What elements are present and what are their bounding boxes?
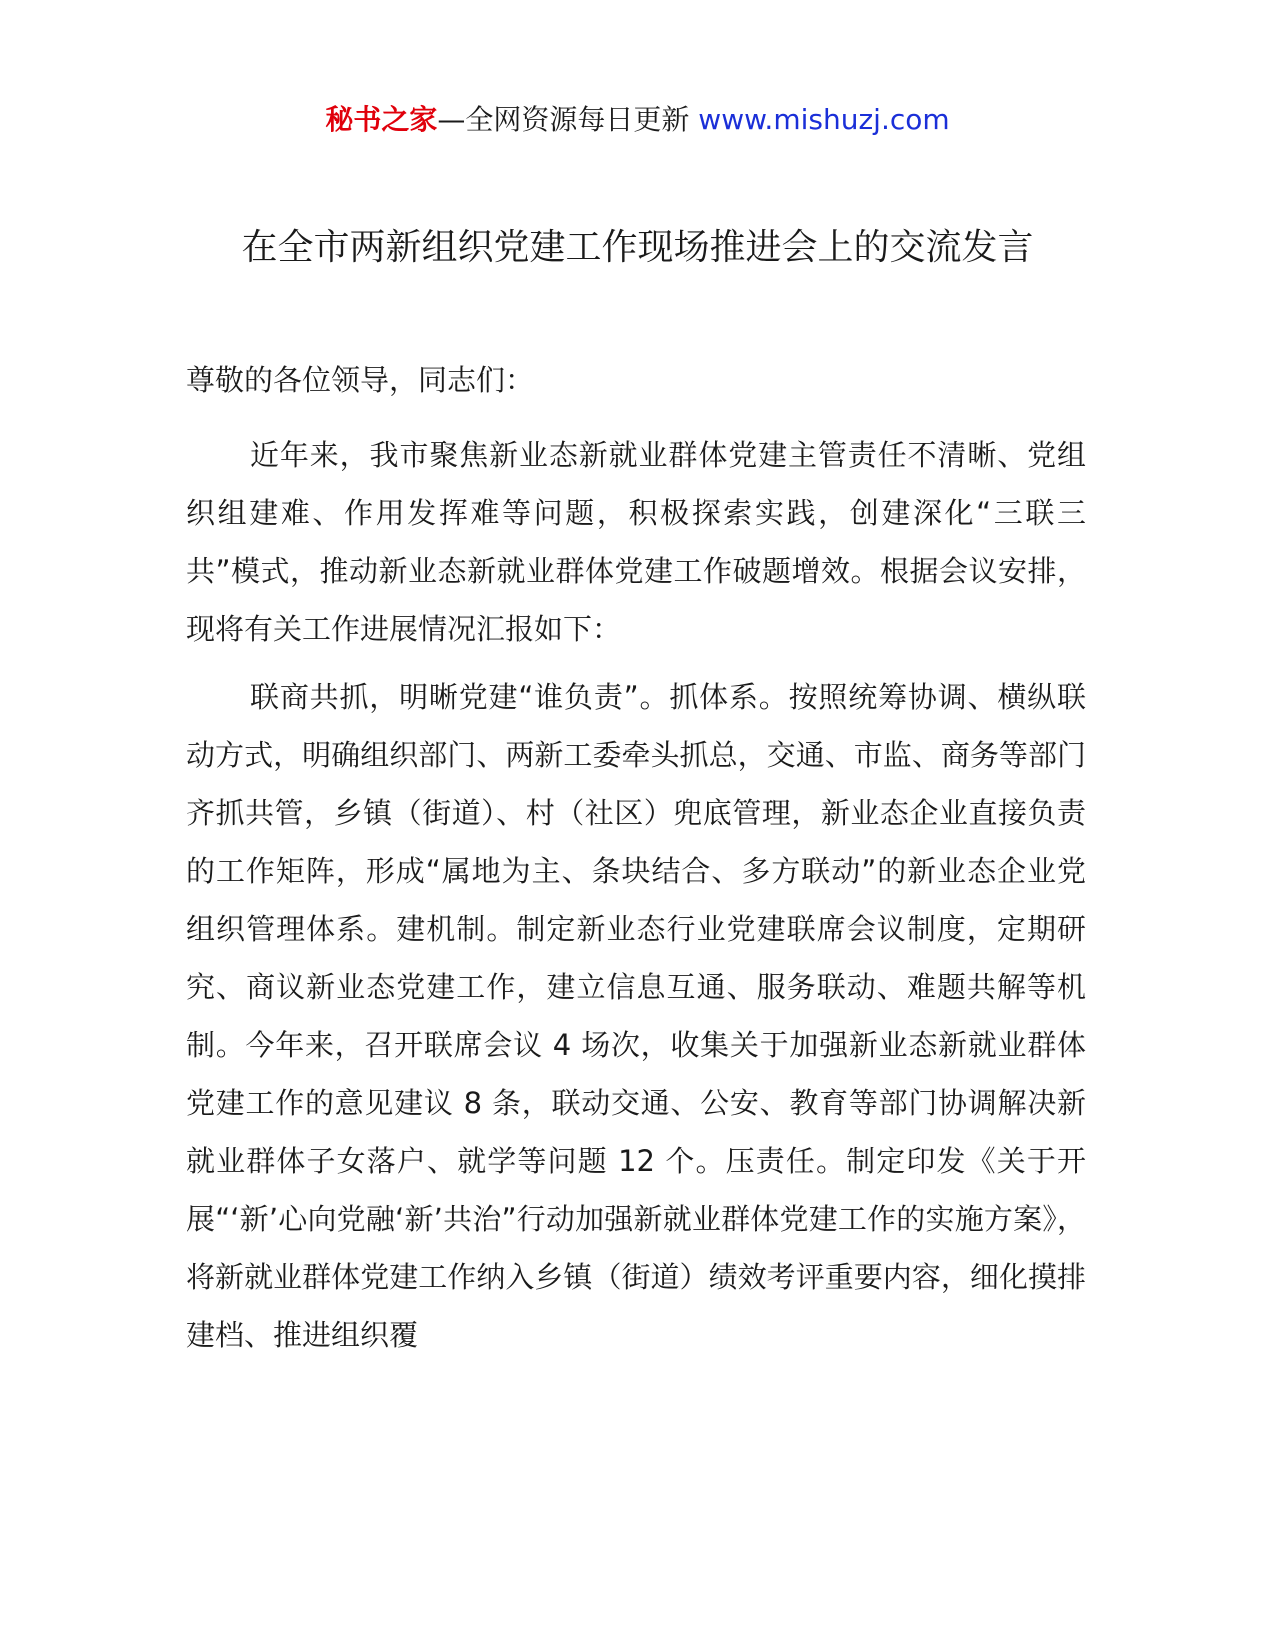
document-title: 在全市两新组织党建工作现场推进会上的交流发言 bbox=[241, 227, 1034, 268]
body-paragraph: 联商共抓，明晰党建“谁负责”。抓体系。按照统筹协调、横纵联动方式，明确组织部门、两新工委牵头抓总，交通、市监、商务等部门齐抓共管，乡镇（街道）、村（社区）兜底管理，新业态企业直接负责的工作矩阵，形成“属地为主、条块结合、多方联动”的新业态企业党组织管理体系。建机制。制定新业态行业党建联席会议制度，定期研究、商议新业态党建工作，建立信息互通、服务联动、难题共解等机制。今年来，召开联席会议 4 场次，收集关于加强新业态新就业群体党建工作的意见建议 8 条，联动交通、公安、教育等部门协调解决新就业群体子女落户、就学等问题 12 个。压责任。制定印发《关于开展“‘新’心向党融‘新’共治”行动加强新就业群体党建工作的实施方案》，将新就业群体党建工作纳入乡镇（街道）绩效考评重要内容，细化摸排建档、推进组织覆 bbox=[186, 680, 1086, 1352]
body-paragraph: 近年来，我市聚焦新业态新就业群体党建主管责任不清晰、党组织组建难、作用发挥难等问题，积极探索实践，创建深化“三联三共”模式，推动新业态新就业群体党建工作破题增效。根据会议安排，现将有关工作进展情况汇报如下： bbox=[186, 438, 1086, 646]
site-url-link[interactable]: www.mishuzj.com bbox=[698, 103, 950, 136]
header-tagline: —全网资源每日更新 bbox=[437, 103, 690, 136]
brand-name: 秘书之家 bbox=[325, 103, 438, 136]
site-header bbox=[0, 100, 1275, 140]
salutation: 尊敬的各位领导，同志们： bbox=[186, 363, 535, 397]
